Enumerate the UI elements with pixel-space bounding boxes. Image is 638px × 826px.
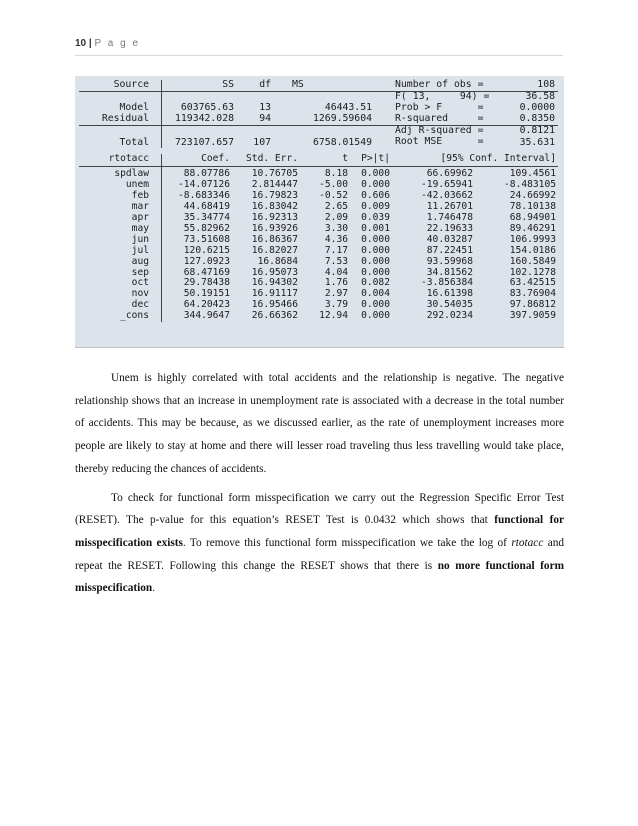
coef-header-ci: [95% Conf. Interval]	[392, 154, 558, 166]
coef-header-coef: Coef.	[162, 154, 233, 166]
coef-header-stderr: Std. Err.	[232, 154, 300, 166]
stat-label: R-squared =	[375, 114, 512, 125]
coef-ci-low: 22.19633	[426, 222, 473, 234]
table-row	[79, 202, 558, 213]
table-row	[79, 213, 558, 224]
coef-value: 120.6215	[183, 244, 230, 256]
anova-source: Residual	[79, 114, 153, 125]
coef-ci-low: 34.81562	[426, 266, 473, 278]
coef-t: 3.79	[324, 299, 348, 311]
coef-p: 0.001	[361, 222, 390, 234]
coef-var: spdlaw	[114, 168, 149, 180]
anova-df: 107	[253, 136, 271, 148]
coef-ci-low: -42.03662	[421, 190, 473, 202]
coef-p: 0.004	[361, 288, 390, 300]
coef-t: 4.04	[324, 266, 348, 278]
coef-value: 73.51608	[183, 233, 230, 245]
stat-label: Number of obs =	[375, 80, 512, 91]
page-header	[75, 38, 563, 56]
coef-ci-high: 102.1278	[509, 266, 556, 278]
coef-ci-low: 66.69962	[426, 168, 473, 180]
coef-ci-high: 160.5849	[509, 255, 556, 267]
coef-ci-high: 109.4561	[509, 168, 556, 180]
coef-p: 0.000	[361, 299, 390, 311]
coef-var: feb	[131, 190, 149, 202]
stat-label: Adj R-squared =	[395, 124, 484, 136]
body-text	[75, 367, 564, 606]
anova-header-row	[79, 80, 558, 91]
table-row	[79, 289, 558, 300]
coef-p: 0.000	[361, 233, 390, 245]
coef-ci-high: 63.42515	[509, 277, 556, 289]
coef-t: -0.52	[319, 190, 348, 202]
coef-ci-low: -3.856384	[421, 277, 473, 289]
page-number: 10	[75, 38, 87, 49]
coef-value: 64.20423	[183, 299, 230, 311]
anova-source: Model	[119, 101, 149, 113]
coef-ci-low: 87.22451	[426, 244, 473, 256]
coef-value: 88.07786	[183, 168, 230, 180]
stat-value: 0.8350	[512, 114, 558, 125]
coef-p: 0.009	[361, 201, 390, 213]
coef-stderr: 16.92313	[251, 211, 298, 223]
stat-value: 108	[512, 80, 558, 91]
coef-ci-high: 83.76904	[509, 288, 556, 300]
anova-header-df: df	[237, 80, 274, 91]
anova-ms: 1269.59604	[274, 114, 375, 125]
coef-header-p: P>|t|	[350, 154, 392, 166]
coef-var: apr	[131, 211, 149, 223]
reset-italic-var: rtotacc	[511, 536, 544, 549]
reset-text-3: and repeat the RESET. Following this change the RESET shows that there is	[75, 536, 565, 572]
reset-text-2: . To remove this functional form misspecification we take the log of	[182, 536, 512, 549]
coef-stderr: 16.79823	[251, 190, 298, 202]
anova-header-ss: SS	[162, 80, 238, 91]
coef-var: nov	[131, 288, 149, 300]
page-label: P a g e	[94, 38, 141, 49]
coef-p: 0.000	[361, 310, 390, 322]
coef-stderr: 26.66362	[251, 310, 298, 322]
table-row	[79, 167, 558, 180]
coef-ci-low: 93.59968	[426, 255, 473, 267]
coef-var: unem	[125, 179, 149, 191]
coef-stderr: 16.82027	[251, 244, 298, 256]
coef-value: 68.47169	[183, 266, 230, 278]
table-row	[79, 257, 558, 268]
anova-header-ms: MS	[274, 80, 375, 91]
coef-stderr: 2.814447	[251, 179, 298, 191]
coef-ci-high: 68.94901	[509, 211, 556, 223]
coef-ci-low: -19.65941	[421, 179, 473, 191]
table-row	[79, 278, 558, 289]
anova-table	[79, 80, 558, 148]
coef-ci-low: 16.61398	[426, 288, 473, 300]
stat-label: Root MSE =	[395, 136, 484, 148]
anova-df: 13	[259, 101, 271, 113]
table-row	[79, 311, 558, 322]
coef-t: 2.97	[324, 288, 348, 300]
table-row	[79, 191, 558, 202]
coef-value: 44.68419	[183, 201, 230, 213]
anova-ss: 603765.63	[180, 101, 234, 113]
coef-var: jun	[131, 233, 149, 245]
table-row	[79, 268, 558, 279]
coef-stderr: 10.76705	[251, 168, 298, 180]
stat-value: 35.631	[519, 136, 555, 148]
reset-bold-1: functional for misspecification exists	[75, 514, 564, 549]
coef-ci-low: 292.0234	[426, 310, 473, 322]
coef-t: 2.65	[324, 201, 348, 213]
anova-ss: 723107.657	[175, 136, 234, 148]
anova-row-residual	[79, 114, 558, 125]
coef-t: 2.09	[324, 211, 348, 223]
coef-ci-high: 154.0186	[509, 244, 556, 256]
coef-ci-low: 11.26701	[426, 201, 473, 213]
coef-var: aug	[131, 255, 149, 267]
coef-t: 3.30	[324, 222, 348, 234]
coef-stderr: 16.8684	[257, 255, 298, 267]
coef-stderr: 16.93926	[251, 222, 298, 234]
coef-ci-low: 30.54035	[426, 299, 473, 311]
coef-value: 127.0923	[183, 255, 230, 267]
coef-value: 35.34774	[183, 211, 230, 223]
coef-value: -14.07126	[178, 179, 230, 191]
reset-text-4: .	[152, 582, 156, 595]
anova-df: 94	[237, 114, 274, 125]
coef-body	[79, 167, 558, 322]
coef-value: 29.78438	[183, 277, 230, 289]
coef-ci-high: 89.46291	[509, 222, 556, 234]
table-row	[79, 224, 558, 235]
coef-var: dec	[131, 299, 149, 311]
anova-header-source: Source	[79, 80, 153, 91]
coef-header-t: t	[300, 154, 350, 166]
coef-value: -8.683346	[178, 190, 230, 202]
coef-stderr: 16.91117	[251, 288, 298, 300]
reset-bold-2: no more functional form misspecification	[75, 559, 564, 595]
coef-value: 50.19151	[183, 288, 230, 300]
coef-ci-high: 97.86812	[509, 299, 556, 311]
coef-t: -5.00	[319, 179, 348, 191]
coef-header-row	[79, 154, 558, 166]
coef-ci-high: 24.66992	[509, 190, 556, 202]
anova-source: Total	[119, 136, 149, 148]
anova-row-total	[79, 137, 558, 149]
anova-row-blank	[79, 125, 558, 136]
coef-header-depvar: rtotacc	[79, 154, 153, 166]
coef-p: 0.000	[361, 255, 390, 267]
table-row	[79, 246, 558, 257]
reset-text-1: To check for functional form misspecification we carry out the Regression Specific Error Test (RESET). The p-value for this equation’s RESET Test is 0.0432 which shows that	[75, 491, 564, 527]
coef-var: sep	[131, 266, 149, 278]
coef-p: 0.082	[361, 277, 390, 289]
header-separator: |	[88, 38, 92, 49]
coef-ci-high: -8.483105	[504, 179, 556, 191]
coef-ci-low: 40.03287	[426, 233, 473, 245]
coef-var: jul	[131, 244, 149, 256]
coef-t: 7.17	[324, 244, 348, 256]
coef-p: 0.000	[361, 266, 390, 278]
coef-p: 0.000	[361, 168, 390, 180]
coef-p: 0.039	[361, 211, 390, 223]
stat-value: 0.0000	[519, 101, 555, 113]
coef-stderr: 16.95466	[251, 299, 298, 311]
coef-p: 0.000	[361, 244, 390, 256]
coef-stderr: 16.83042	[251, 201, 298, 213]
stat-label: F( 13, 94) =	[395, 90, 490, 102]
coef-t: 1.76	[324, 277, 348, 289]
table-row	[79, 235, 558, 246]
coefficient-table	[79, 154, 558, 322]
anova-ss: 119342.028	[162, 114, 238, 125]
coef-value: 55.82962	[183, 222, 230, 234]
regression-output-image	[75, 76, 564, 348]
stat-value: 36.58	[525, 90, 555, 102]
stat-value: 0.8121	[519, 124, 555, 136]
coef-var: mar	[131, 201, 149, 213]
anova-row-blank	[79, 91, 558, 102]
coef-stderr: 16.95073	[251, 266, 298, 278]
coef-var: _cons	[120, 310, 149, 322]
coef-stderr: 16.86367	[251, 233, 298, 245]
coef-var: oct	[131, 277, 149, 289]
paragraph-reset	[75, 487, 564, 601]
coef-p: 0.000	[361, 179, 390, 191]
coef-p: 0.606	[361, 190, 390, 202]
coef-t: 8.18	[324, 168, 348, 180]
coef-ci-high: 78.10138	[509, 201, 556, 213]
coef-t: 7.53	[324, 255, 348, 267]
coef-value: 344.9647	[183, 310, 230, 322]
paragraph-unem: Unem is highly correlated with total accidents and the relationship is negative. The negative relationship shows that an increase in unemployment rate is associated with a decrease in the total number of accidents. This may be because, as we discussed earlier, as the rate of unemployment increases more people are likely to stay at home and there will lesser road traveling thus less travelling would take place, thereby reducing the chances of accidents.	[75, 372, 564, 475]
coef-var: may	[131, 222, 149, 234]
coef-t: 12.94	[319, 310, 348, 322]
coef-ci-low: 1.746478	[426, 211, 473, 223]
coef-stderr: 16.94302	[251, 277, 298, 289]
anova-ms: 6758.01549	[313, 136, 372, 148]
anova-ms: 46443.51	[324, 101, 372, 113]
coef-ci-high: 397.9059	[509, 310, 556, 322]
coef-ci-high: 106.9993	[509, 233, 556, 245]
coef-t: 4.36	[324, 233, 348, 245]
stat-label: Prob > F =	[395, 101, 484, 113]
